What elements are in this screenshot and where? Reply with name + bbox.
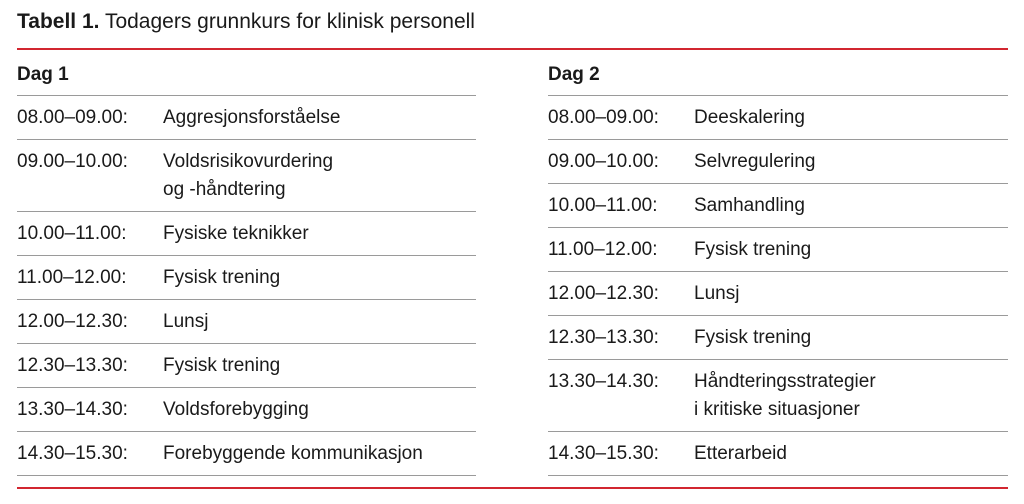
row-time: 10.00–11.00: [548, 195, 658, 216]
row-activity: Fysisk trening [163, 267, 281, 288]
row-time: 12.00–12.30: [548, 283, 659, 304]
table-caption: Todagers grunnkurs for klinisk personell [104, 10, 475, 33]
row-time: 08.00–09.00: [548, 107, 659, 128]
day-1-column [17, 54, 476, 476]
row-activity: Deeskalering [694, 107, 805, 128]
row-activity: Fysisk trening [694, 239, 812, 260]
table-row [548, 184, 1008, 228]
row-activity: Håndteringsstrategier i kritiske situasjoner [694, 371, 876, 420]
table-row [17, 300, 476, 344]
table-row [17, 344, 476, 388]
table-row [548, 140, 1008, 184]
row-time: 14.30–15.30: [548, 443, 659, 464]
row-activity: Aggresjonsforståelse [163, 107, 341, 128]
top-red-rule [17, 48, 1008, 50]
table-row [548, 272, 1008, 316]
row-time: 08.00–09.00: [17, 107, 128, 128]
table-row [17, 212, 476, 256]
row-time: 11.00–12.00: [17, 267, 127, 288]
row-activity: Fysisk trening [163, 355, 281, 376]
row-time: 09.00–10.00: [548, 151, 659, 172]
row-activity: Lunsj [163, 311, 209, 332]
row-time: 09.00–10.00: [17, 151, 128, 172]
row-time: 12.30–13.30: [548, 327, 659, 348]
row-time: 12.30–13.30: [17, 355, 128, 376]
row-time: 12.00–12.30: [17, 311, 128, 332]
table-row [17, 256, 476, 300]
row-time: 14.30–15.30: [17, 443, 128, 464]
row-activity: Voldsrisikovurdering og -håndtering [163, 151, 334, 200]
row-time: 13.30–14.30: [17, 399, 128, 420]
table-row [17, 388, 476, 432]
table-row [548, 228, 1008, 272]
row-time: 10.00–11.00: [17, 223, 127, 244]
table-row [548, 360, 1008, 432]
table-row [548, 432, 1008, 476]
bottom-red-rule [17, 487, 1008, 489]
row-time: 11.00–12.00: [548, 239, 658, 260]
table-row [548, 96, 1008, 140]
row-activity: Lunsj [694, 283, 740, 304]
row-activity: Forebyggende kommunikasjon [163, 443, 423, 464]
row-activity: Selvregulering [694, 151, 816, 172]
row-time: 13.30–14.30: [548, 371, 659, 392]
day-2-heading: Dag 2 [548, 54, 1008, 96]
table-title [17, 7, 475, 37]
table-row [17, 432, 476, 476]
row-activity: Fysisk trening [694, 327, 812, 348]
row-activity: Samhandling [694, 195, 805, 216]
day-2-column [548, 54, 1008, 476]
day-1-heading: Dag 1 [17, 54, 476, 96]
table-row [548, 316, 1008, 360]
row-activity: Fysiske teknikker [163, 223, 309, 244]
table-number: Tabell 1. [17, 10, 100, 33]
row-activity: Voldsforebygging [163, 399, 309, 420]
table-row [17, 140, 476, 212]
row-activity: Etterarbeid [694, 443, 787, 464]
table-row [17, 96, 476, 140]
